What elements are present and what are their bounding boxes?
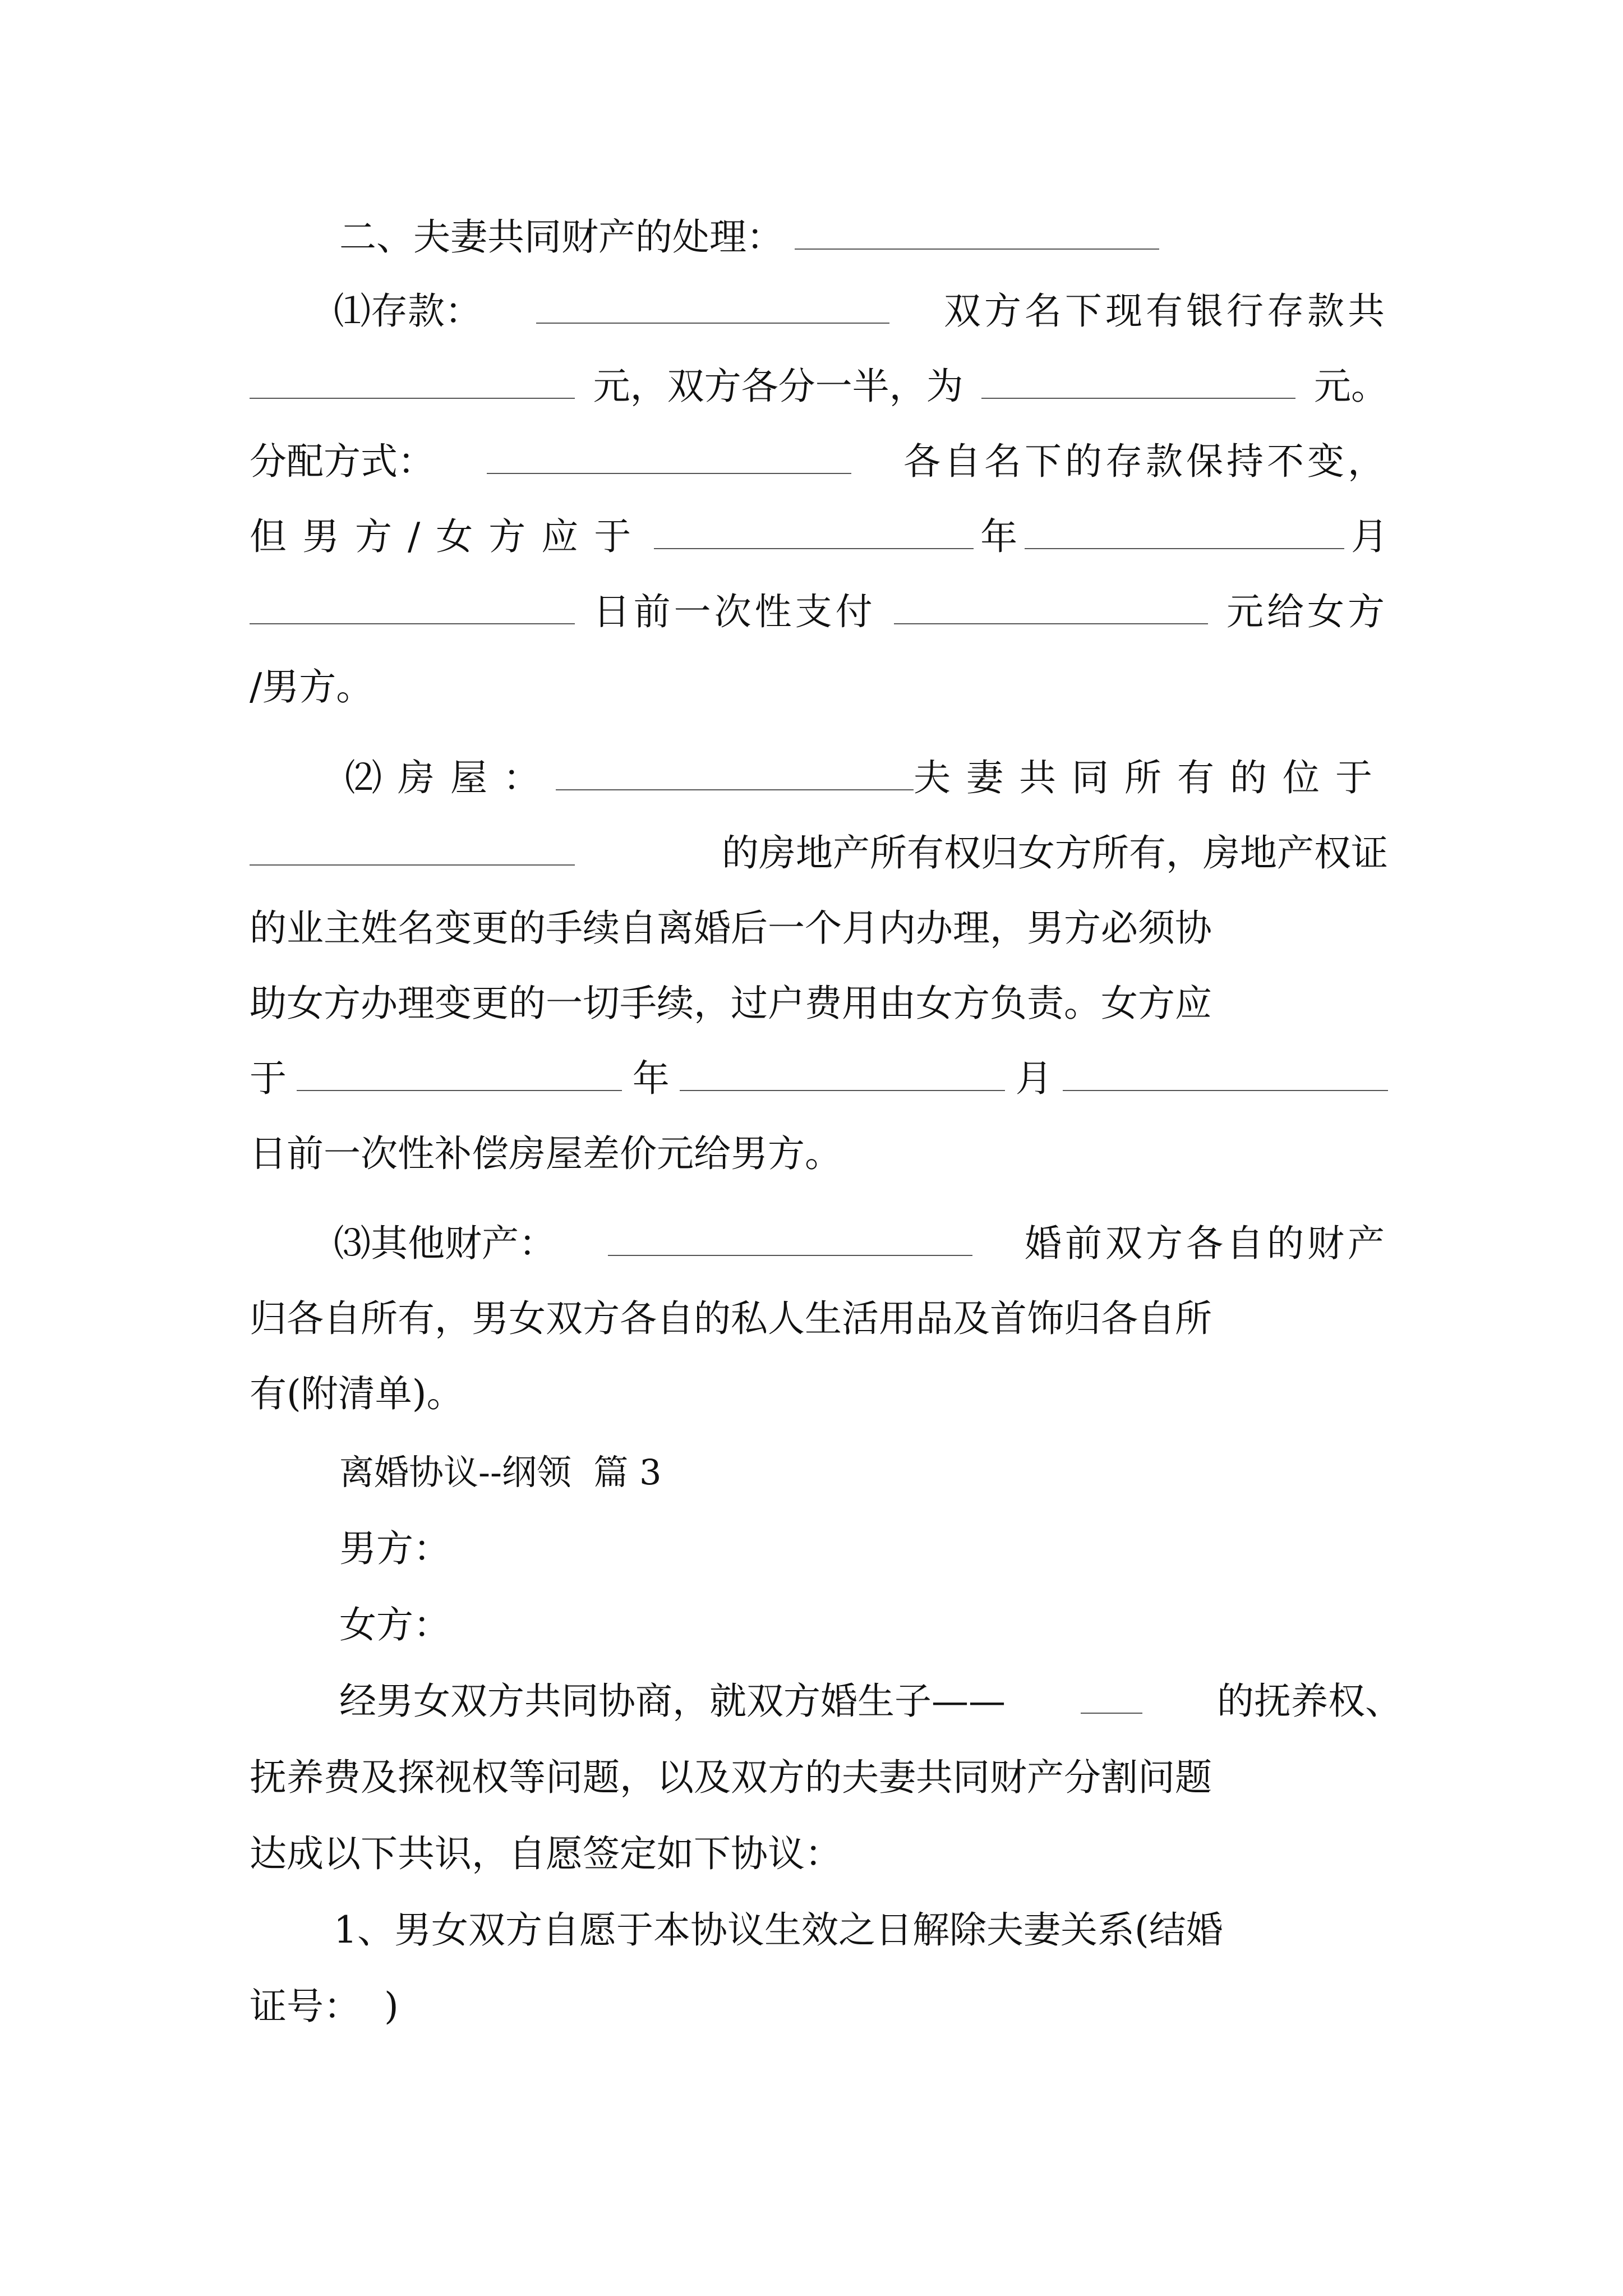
deposit-line-2 [250,361,1388,412]
deposit-line-1 [334,286,1388,337]
deposit-text: 元。 [1313,365,1388,408]
other-text: 有(附清单)。 [250,1372,464,1415]
house-label: ⑵房屋： [345,756,556,799]
deposit-line-6 [250,662,373,712]
agreement-text: 1、男女双方自愿于本协议生效之日解除夫妻关系(结婚 [334,1908,1223,1952]
blank-line [1063,1057,1388,1091]
deposit-text: /男方。 [250,665,374,708]
deposit-line-5 [250,587,1388,637]
house-text: 的业主姓名变更的手续自离婚后一个月内办理，男方必须协 [250,907,1212,950]
blank-line [1081,1680,1142,1714]
document-page [250,0,1402,2296]
blank-line [654,516,974,549]
other-text: 婚前双方各自的财产 [1025,1222,1388,1265]
blank-line [556,757,914,790]
deposit-line-3 [250,436,1388,487]
other-line-2 [250,1294,1212,1344]
agreement-p1-line-3 [250,1829,842,1879]
agreement-p1-line-2 [250,1752,1212,1803]
section-heading-text: 二、夫妻共同财产的处理： [339,215,783,259]
deposit-text: 元，双方各分一半，为 [593,365,963,408]
other-text: 归各自所有，男女双方各自的私人生活用品及首饰归各自所 [250,1297,1212,1340]
other-line-3 [250,1369,464,1419]
agreement-item1-line-2 [250,1981,399,2032]
agreement-text: 抚养费及探视权等问题，以及双方的夫妻共同财产分割问题 [250,1756,1212,1799]
agreement-text: 证号： ) [250,1985,399,2028]
male-label: 男方： [339,1527,450,1570]
blank-line [250,591,575,624]
blank-line [250,365,575,399]
house-line-5 [250,1053,1388,1104]
agreement-text: 达成以下共识，自愿签定如下协议： [250,1832,842,1875]
agreement-title [339,1447,661,1498]
blank-line [536,290,889,324]
blank-line [894,591,1208,624]
blank-line [1025,516,1344,549]
other-line-1 [334,1218,1388,1269]
house-text: 年 [632,1057,670,1100]
house-line-2 [250,828,1388,878]
male-line [339,1524,450,1574]
deposit-text: 年 [980,515,1018,558]
blank-line [795,216,1159,250]
deposit-text: 日前一次性支付 [593,590,876,633]
deposit-text: 元给女方 [1226,590,1388,633]
house-text: 日前一次性补偿房屋差价元给男方。 [250,1132,842,1175]
agreement-text: 经男女双方共同协商，就双方婚生子—— [339,1680,1006,1723]
deposit-text: 各自名下的存款保持不变， [903,440,1388,483]
house-text: 的房地产所有权归女方所有，房地产权证 [722,831,1388,875]
agreement-item1-line-1 [334,1905,1223,1955]
house-text: 月 [1015,1057,1053,1100]
section-heading [339,212,1159,263]
deposit-text: 但男方/女方应于 [250,515,647,558]
deposit-text: 月 [1351,515,1388,558]
blank-line [487,440,851,474]
deposit-text: 双方名下现有银行存款共 [944,289,1388,333]
deposit-text: 分配方式： [250,440,435,483]
female-label: 女方： [339,1603,450,1646]
blank-line [250,832,575,866]
blank-line [680,1057,1005,1091]
deposit-label: ⑴存款： [334,289,482,333]
agreement-p1-line-1 [339,1676,1402,1727]
house-line-3 [250,903,1212,954]
blank-line [981,365,1295,399]
deposit-line-4 [250,512,1388,562]
agreement-text: 的抚养权、 [1217,1680,1402,1723]
house-line-6 [250,1129,842,1179]
house-text: 夫妻共同所有的位于 [914,756,1388,799]
house-line-1 [345,753,1388,803]
house-line-4 [250,978,1212,1029]
female-line [339,1600,450,1650]
other-label: ⑶其他财产： [334,1222,556,1265]
blank-line [608,1222,972,1256]
agreement-title-text: 离婚协议--纲领 篇 3 [339,1452,662,1493]
house-text: 助女方办理变更的一切手续，过户费用由女方负责。女方应 [250,982,1212,1025]
house-text: 于 [250,1057,287,1100]
blank-line [297,1057,622,1091]
